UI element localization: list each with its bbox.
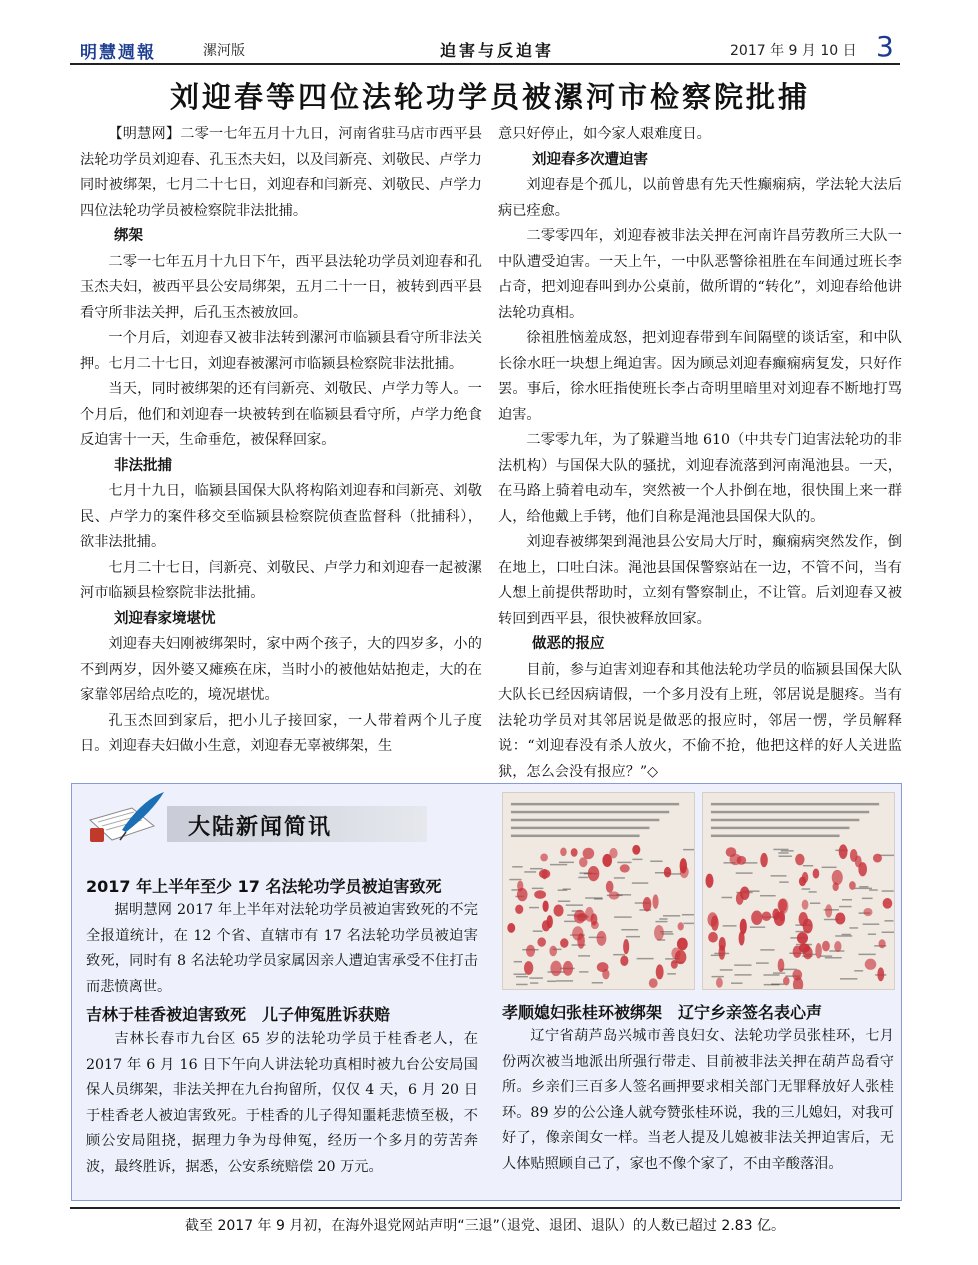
brief-item2-heading: 吉林于桂香被迫害致死 儿子伸冤胜诉获赔: [86, 1005, 391, 1024]
fingerprint-mark: [865, 959, 877, 970]
article-paragraph: 二零一七年五月十九日下午，西平县法轮功学员刘迎春和孔玉杰夫妇，被西平县公安局绑架，五月二十一日，被转到西平县看守所非法关押，后孔玉杰被放回。: [80, 253, 482, 321]
brand-logo: 明慧週報: [80, 43, 156, 63]
article-paragraph: 目前，参与迫害刘迎春和其他法轮功学员的临颍县国保大队大队长已经因病请假，一个多月没有上班，邻居说是腿疼。当有法轮功学员对其邻居说是做恶的报应时，邻居一愣，学员解释说：“刘迎春没有杀人放火，不偷不抢，他把这样的好人关进监狱，怎么会没有报应？”◇: [498, 661, 902, 780]
bottom-divider: [70, 1207, 900, 1209]
fingerprint-mark: [708, 912, 718, 926]
fingerprint-mark: [772, 909, 779, 921]
fingerprint-mark: [560, 938, 568, 948]
fingerprint-mark: [797, 932, 808, 944]
fingerprint-mark: [671, 960, 678, 969]
fingerprint-mark: [760, 853, 768, 867]
fingerprint-mark: [597, 962, 609, 972]
section-subheading: 做恶的报应: [532, 636, 605, 652]
issue-date: 2017 年 9 月 10 日: [730, 43, 857, 59]
petition-photo-right: [702, 792, 895, 990]
fingerprint-mark: [832, 870, 843, 885]
fingerprint-mark: [632, 845, 640, 855]
article-paragraph: 七月二十七日，闫新亮、刘敬民、卢学力和刘迎春一起被漯河市临颍县检察院非法批捕。: [80, 559, 482, 601]
masthead: [70, 30, 900, 64]
fingerprint-mark: [609, 848, 617, 859]
fingerprint-mark: [550, 961, 561, 976]
article-paragraph: 二零零九年，为了躲避当地 610（中共专门迫害法轮功的非法机构）与国保大队的骚扰，刘迎春流落到河南渑池县。一天，在马路上骑着电动车，突然被一个人扑倒在地，很快围上来一群人，给他戴上手铐，他们自称是渑池县国保大队的。: [498, 432, 902, 525]
fingerprint-mark: [834, 941, 841, 952]
fingerprint-mark: [524, 961, 533, 975]
fingerprint-mark: [597, 931, 607, 946]
fingerprint-mark: [762, 912, 772, 922]
fingerprint-mark: [708, 932, 718, 943]
fingerprint-mark: [623, 939, 629, 954]
fingerprint-mark: [542, 920, 550, 931]
article-paragraph: 一个月后，刘迎春又被非法转到漯河市临颍县看守所非法关押。七月二十七日，刘迎春被漯河市临颍县检察院非法批捕。: [80, 330, 482, 372]
fingerprint-mark: [705, 874, 713, 888]
fingerprint-mark: [507, 923, 515, 933]
brief-item1-body: 据明慧网 2017 年上半年对法轮功学员被迫害致死的不完全报道统计，在 12 个省、直辖市有 17 名法轮功学员被迫害致死，同时有 8 名法轮功学员家属因亲人遭迫害承受不住打击而悲愤离世。: [86, 902, 478, 995]
fingerprint-mark: [716, 977, 723, 987]
fingerprint-mark: [563, 961, 573, 976]
fingerprint-mark: [783, 977, 790, 986]
fingerprint-mark: [588, 866, 600, 881]
article-paragraph: 二零零四年，刘迎春被非法关押在河南许昌劳教所三大队一中队遭受迫害。一天上午，一中队恶警徐祖胜在车间通过班长李占奇，把刘迎春叫到办公桌前，做所谓的“转化”，刘迎春给他讲法轮功真相。: [498, 228, 902, 321]
news-brief-box: [71, 783, 902, 1201]
fingerprint-mark: [577, 933, 585, 949]
fingerprint-mark: [835, 913, 845, 925]
brief-item2-body: 吉林长春市九台区 65 岁的法轮功学员于桂香老人，在 2017 年 6 月 16 日下午向人讲法轮功真相时被九台公安局国保人员绑架，非法关押在九台拘留所，仅仅 4 天，6 月 20 日于桂香老人被迫害致死。于桂香的儿子得知噩耗悲愤至极，不顾公安局阻挠，据理力争为母伸冤，经历一个多月的劳苦奔波，最终胜诉，据悉，公安系统赔偿 20 万元。: [86, 1031, 478, 1175]
fingerprint-mark: [822, 941, 830, 952]
fingerprint-mark: [825, 904, 832, 917]
petition-photo-left: [502, 792, 695, 990]
fingerprint-mark: [543, 901, 549, 912]
article-paragraph: 刘迎春是个孤儿，以前曾患有先天性癫痫病，学法轮大法后病已痊愈。: [498, 177, 902, 219]
brief-item3-body: 辽宁省葫芦岛兴城市善良妇女、法轮功学员张桂环，七月份两次被当地派出所强行带走、目前被非法关押在葫芦岛看守所。乡亲们三百多人签名画押要求相关部门无罪释放好人张桂环。89 岁的公公逢人就夸赞张桂环说，我的三儿媳妇，对我可好了，像亲闺女一样。当老人提及儿媳被非法关押迫害后，无人体贴照顾自己了，家也不像个家了，不由辛酸落泪。: [502, 1028, 894, 1172]
fingerprint-mark: [537, 937, 546, 946]
fingerprint-mark: [643, 897, 652, 912]
article-paragraph: 孔玉杰回到家后，把小儿子接回家，一人带着两个儿子度日。刘迎春夫妇做小生意，刘迎春无辜被绑架，生: [80, 712, 482, 754]
fingerprint-mark: [656, 964, 664, 979]
fingerprint-mark: [677, 938, 688, 951]
fingerprint-mark: [877, 967, 884, 981]
section-title: 迫害与反迫害: [440, 41, 555, 60]
article-right-column: [498, 122, 902, 785]
fingerprint-mark: [678, 922, 684, 930]
brief-title: 大陆新闻简讯: [188, 815, 333, 840]
article-paragraph: 徐祖胜恼羞成怒，把刘迎春带到车间隔壁的谈话室，和中队长徐水旺一块想上绳迫害。因为顾忌刘迎春癫痫病复发，只好作罢。事后，徐水旺指使班长李占奇明里暗里对刘迎春不断地打骂迫害。: [498, 330, 902, 423]
fingerprint-mark: [654, 925, 664, 941]
fingerprint-mark: [730, 854, 742, 865]
section-subheading: 刘迎春家境堪忧: [114, 610, 216, 627]
fingerprint-mark: [863, 908, 872, 916]
fingerprint-mark: [517, 881, 523, 892]
fingerprint-mark: [719, 937, 726, 951]
section-subheading: 非法批捕: [114, 457, 172, 474]
fingerprint-mark: [540, 853, 548, 861]
fingerprint-mark: [799, 912, 808, 926]
article-paragraph: 当天，同时被绑架的还有闫新亮、刘敬民、卢学力等人。一个月后，他们和刘迎春一块被转到在临颍县看守所，卢学力绝食反迫害十一天，生命垂危，被保释回家。: [80, 381, 482, 448]
article-paragraph: 七月十九日，临颍县国保大队将构陷刘迎春和闫新亮、刘敬民、卢学力的案件移交至临颍县检察院侦查监督科（批捕科），欲非法批捕。: [80, 483, 482, 550]
fingerprint-mark: [620, 955, 628, 966]
fingerprint-mark: [803, 946, 813, 959]
fingerprint-mark: [779, 911, 785, 922]
fingerprint-mark: [778, 959, 785, 973]
fingerprint-mark: [883, 898, 893, 909]
fingerprint-mark: [802, 900, 809, 910]
fingerprint-mark: [539, 869, 550, 878]
fingerprint-mark: [873, 854, 882, 863]
section-subheading: 绑架: [114, 228, 143, 244]
fingerprint-mark: [815, 943, 822, 959]
fingerprint-mark: [740, 919, 747, 935]
fingerprint-mark: [515, 905, 523, 914]
fingerprint-mark: [802, 872, 808, 883]
fingerprint-mark: [579, 857, 588, 867]
fingerprint-mark: [664, 867, 671, 878]
brief-item1-heading: 2017 年上半年至少 17 名法轮功学员被迫害致死: [86, 877, 442, 896]
fingerprint-mark: [832, 882, 838, 891]
notepad-quill-icon: [82, 790, 167, 848]
fingerprint-mark: [813, 869, 820, 879]
edition-label: 漯河版: [203, 43, 245, 59]
fingerprint-mark: [795, 854, 804, 866]
fingerprint-mark: [680, 866, 689, 878]
brief-item3-heading: 孝顺媳妇张桂环被绑架 辽宁乡亲签名表心声: [502, 1003, 823, 1022]
fingerprint-mark: [534, 890, 546, 899]
fingerprint-mark: [583, 848, 595, 859]
article-paragraph: 意只好停止，如今家人艰难度日。: [498, 126, 711, 142]
article-paragraph: 刘迎春被绑架到渑池县公安局大厅时，癫痫病突然发作，倒在地上，口吐白沫。渑池县国保警察站在一边，不管不问，当有人想上前提供帮助时，立刻有警察制止，不让管。后刘迎春又被转回到西平县，很快被释放回家。: [498, 534, 902, 627]
fingerprint-mark: [560, 847, 566, 856]
fingerprint-mark: [553, 904, 563, 916]
page-number: 3: [876, 30, 894, 63]
fingerprint-mark: [736, 892, 744, 905]
footer-notice: 截至 2017 年 9 月初，在海外退党网站声明“三退”（退党、退团、退队）的人数已超过 2.83 亿。: [185, 1218, 785, 1234]
fingerprint-mark: [526, 945, 535, 957]
page-headline: 刘迎春等四位法轮功学员被漯河市检察院批捕: [169, 80, 810, 114]
fingerprint-mark: [649, 978, 658, 988]
fingerprint-mark: [652, 894, 658, 909]
fingerprint-mark: [839, 844, 848, 859]
fingerprint-mark: [585, 907, 594, 922]
article-paragraph: 【明慧网】二零一七年五月十九日，河南省驻马店市西平县法轮功学员刘迎春、孔玉杰夫妇，以及闫新亮、刘敬民、卢学力同时被绑架，七月二十七日，刘迎春和闫新亮、刘敬民、卢学力四位法轮功学员被检察院非法批捕。: [80, 126, 482, 219]
fingerprint-mark: [879, 939, 886, 948]
fingerprint-mark: [606, 881, 614, 893]
fingerprint-mark: [571, 848, 578, 857]
article-left-column: [80, 122, 482, 760]
fingerprint-mark: [549, 946, 557, 957]
fingerprint-mark: [609, 891, 620, 899]
section-subheading: 刘迎春多次遭迫害: [532, 151, 648, 168]
article-paragraph: 刘迎春夫妇刚被绑架时，家中两个孩子，大的四岁多，小的不到两岁，因外婆又瘫痪在床，当时小的被他姑姑抱走，大的在家靠邻居给点吃的，境况堪忧。: [80, 636, 482, 703]
fingerprint-mark: [751, 911, 762, 925]
fingerprint-mark: [850, 849, 858, 862]
fingerprint-mark: [849, 881, 856, 890]
fingerprint-mark: [620, 864, 630, 872]
top-divider: [70, 63, 900, 65]
fingerprint-mark: [574, 910, 586, 924]
